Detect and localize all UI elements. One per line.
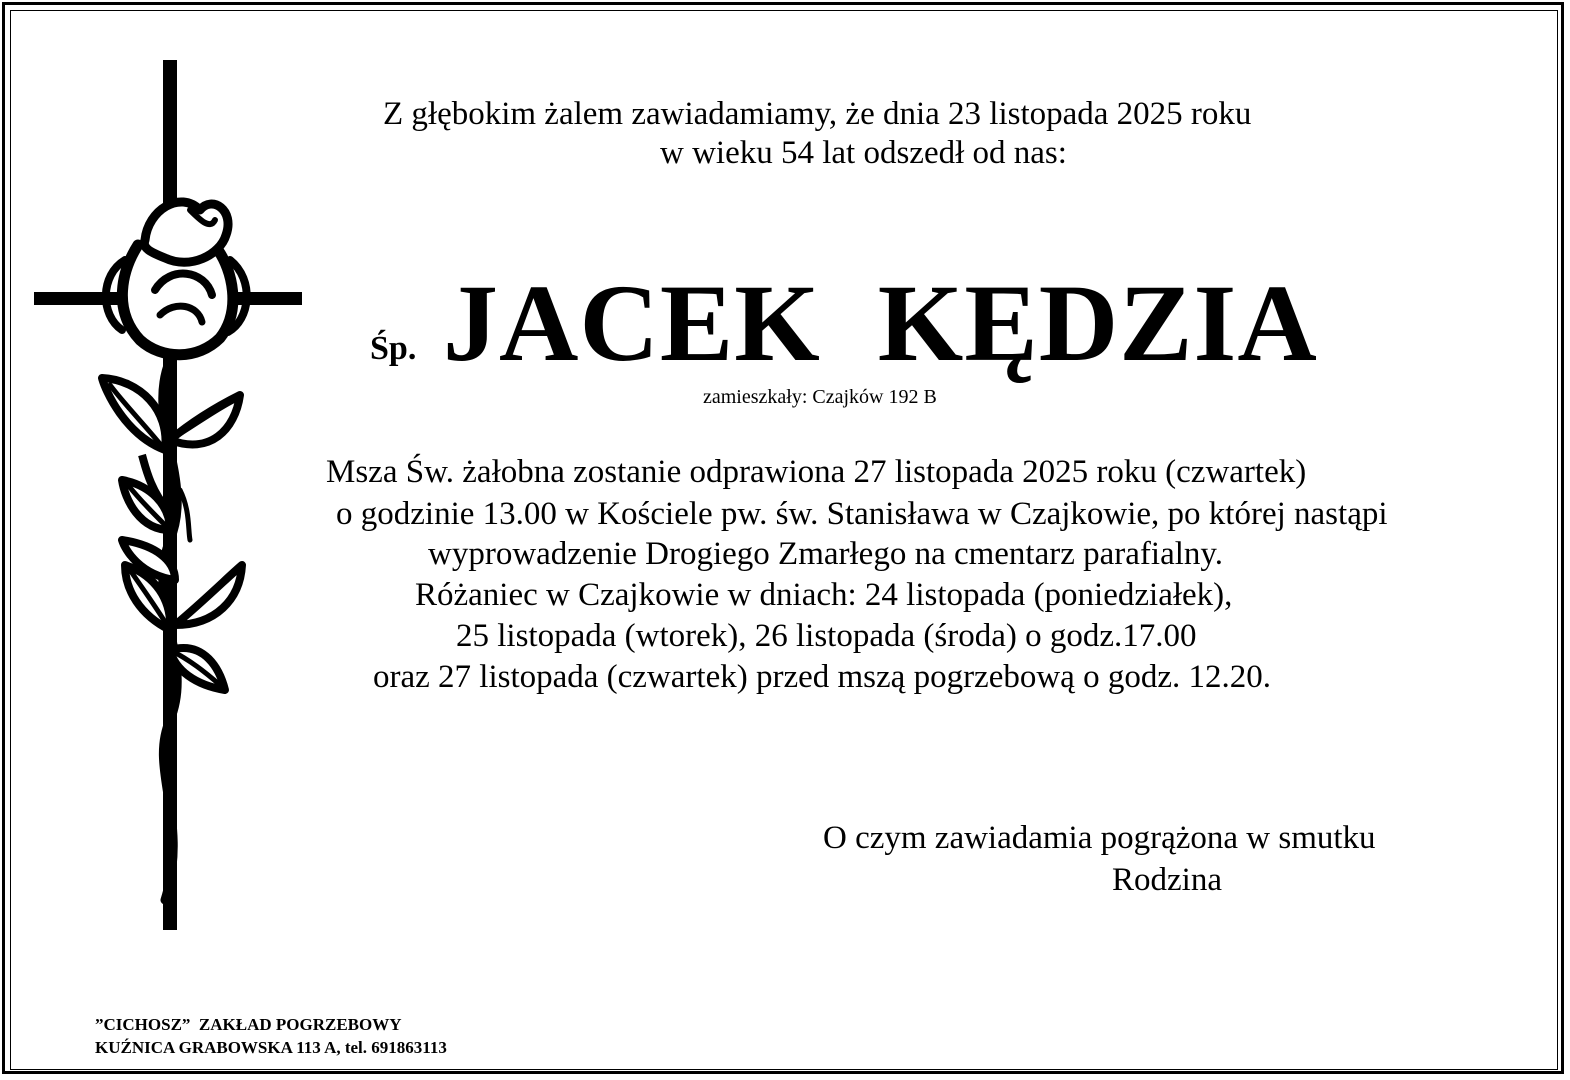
- intro-line-1: Z głębokim żalem zawiadamiamy, że dnia 23 listopada 2025 roku: [383, 96, 1252, 132]
- cross-with-rose-icon: [30, 60, 310, 940]
- mass-line-2: o godzinie 13.00 w Kościele pw. św. Stanisława w Czajkowie, po której nastąpi: [336, 496, 1388, 532]
- family-signature: Rodzina: [1112, 862, 1222, 898]
- deceased-address: zamieszkały: Czajków 192 B: [703, 386, 937, 408]
- mass-line-4: Różaniec w Czajkowie w dniach: 24 listopada (poniedziałek),: [415, 577, 1233, 613]
- intro-line-2: w wieku 54 lat odszedł od nas:: [660, 135, 1067, 171]
- name-prefix: Śp.: [370, 330, 417, 367]
- closing-line: O czym zawiadamia pogrążona w smutku: [823, 820, 1376, 856]
- mass-line-5: 25 listopada (wtorek), 26 listopada (środa) o godz.17.00: [456, 618, 1197, 654]
- mass-line-3: wyprowadzenie Drogiego Zmarłego na cmentarz parafialny.: [428, 536, 1223, 572]
- funeral-home-contact: KUŹNICA GRABOWSKA 113 A, tel. 691863113: [95, 1038, 447, 1057]
- deceased-name: JACEK KĘDZIA: [443, 262, 1318, 384]
- funeral-home-name: ”CICHOSZ” ZAKŁAD POGRZEBOWY: [95, 1015, 402, 1034]
- mass-line-6: oraz 27 listopada (czwartek) przed mszą pogrzebową o godz. 12.20.: [373, 659, 1271, 695]
- mass-line-1: Msza Św. żałobna zostanie odprawiona 27 listopada 2025 roku (czwartek): [326, 454, 1307, 490]
